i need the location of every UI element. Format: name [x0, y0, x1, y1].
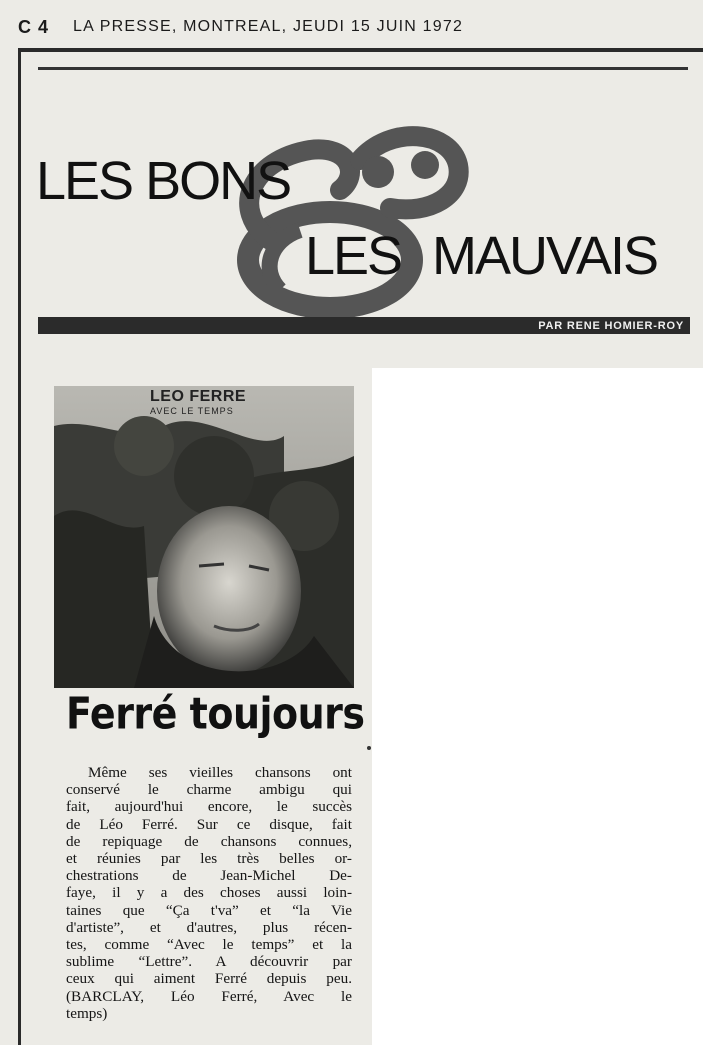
album-title: LEO FERRE: [150, 388, 247, 405]
article-line: d'artiste”, et d'autres, plus récen-: [66, 918, 352, 936]
article-line: sublime “Lettre”. A découvrir par: [66, 953, 352, 971]
ink-speck: [367, 746, 371, 750]
masthead-top-rule: [38, 67, 688, 70]
column-masthead: [30, 120, 700, 320]
album-cover-photo: [54, 386, 354, 688]
masthead-word-bons: LES BONS: [36, 151, 291, 211]
article-line: chestrations de Jean-Michel De-: [66, 867, 352, 885]
article-headline: Ferré toujours: [66, 688, 365, 739]
article-line: temps): [66, 1004, 108, 1022]
article-line: ceux qui aiment Ferré depuis peu.: [66, 970, 352, 988]
article-line: fait, aujourd'hui encore, le succès: [66, 798, 352, 816]
page-header: [18, 12, 698, 42]
article-line: taines que “Ça t'va” et “la Vie: [66, 901, 352, 919]
masthead-word-mauvais: MAUVAIS: [432, 226, 658, 286]
article-line: faye, il y a des choses aussi loin-: [66, 884, 352, 902]
article-line: de repiquage de chansons connues,: [66, 832, 352, 850]
page-number: C 4: [18, 16, 50, 37]
article-line: de Léo Ferré. Sur ce disque, fait: [66, 815, 352, 833]
byline-bar: [38, 317, 690, 334]
album-subtitle: AVEC LE TEMPS: [150, 406, 234, 416]
blank-area: [372, 368, 703, 1045]
article-line: conservé le charme ambigu qui: [66, 781, 352, 799]
frame-top-rule: [18, 48, 703, 52]
article-line: Même ses vieilles chansons ont: [88, 764, 352, 781]
dateline: LA PRESSE, MONTREAL, JEUDI 15 JUIN 1972: [73, 18, 464, 35]
masthead-word-les: LES: [305, 226, 402, 286]
byline: PAR RENE HOMIER-ROY: [538, 319, 684, 332]
frame-left-rule: [18, 48, 21, 1045]
album-cover-image: [54, 386, 354, 688]
article-body: [66, 764, 352, 1022]
article-line: tes, comme “Avec le temps” et la: [66, 936, 352, 954]
article-line: (BARCLAY, Léo Ferré, Avec le: [66, 987, 352, 1005]
article-line: et réunies par les très belles or-: [66, 850, 352, 868]
